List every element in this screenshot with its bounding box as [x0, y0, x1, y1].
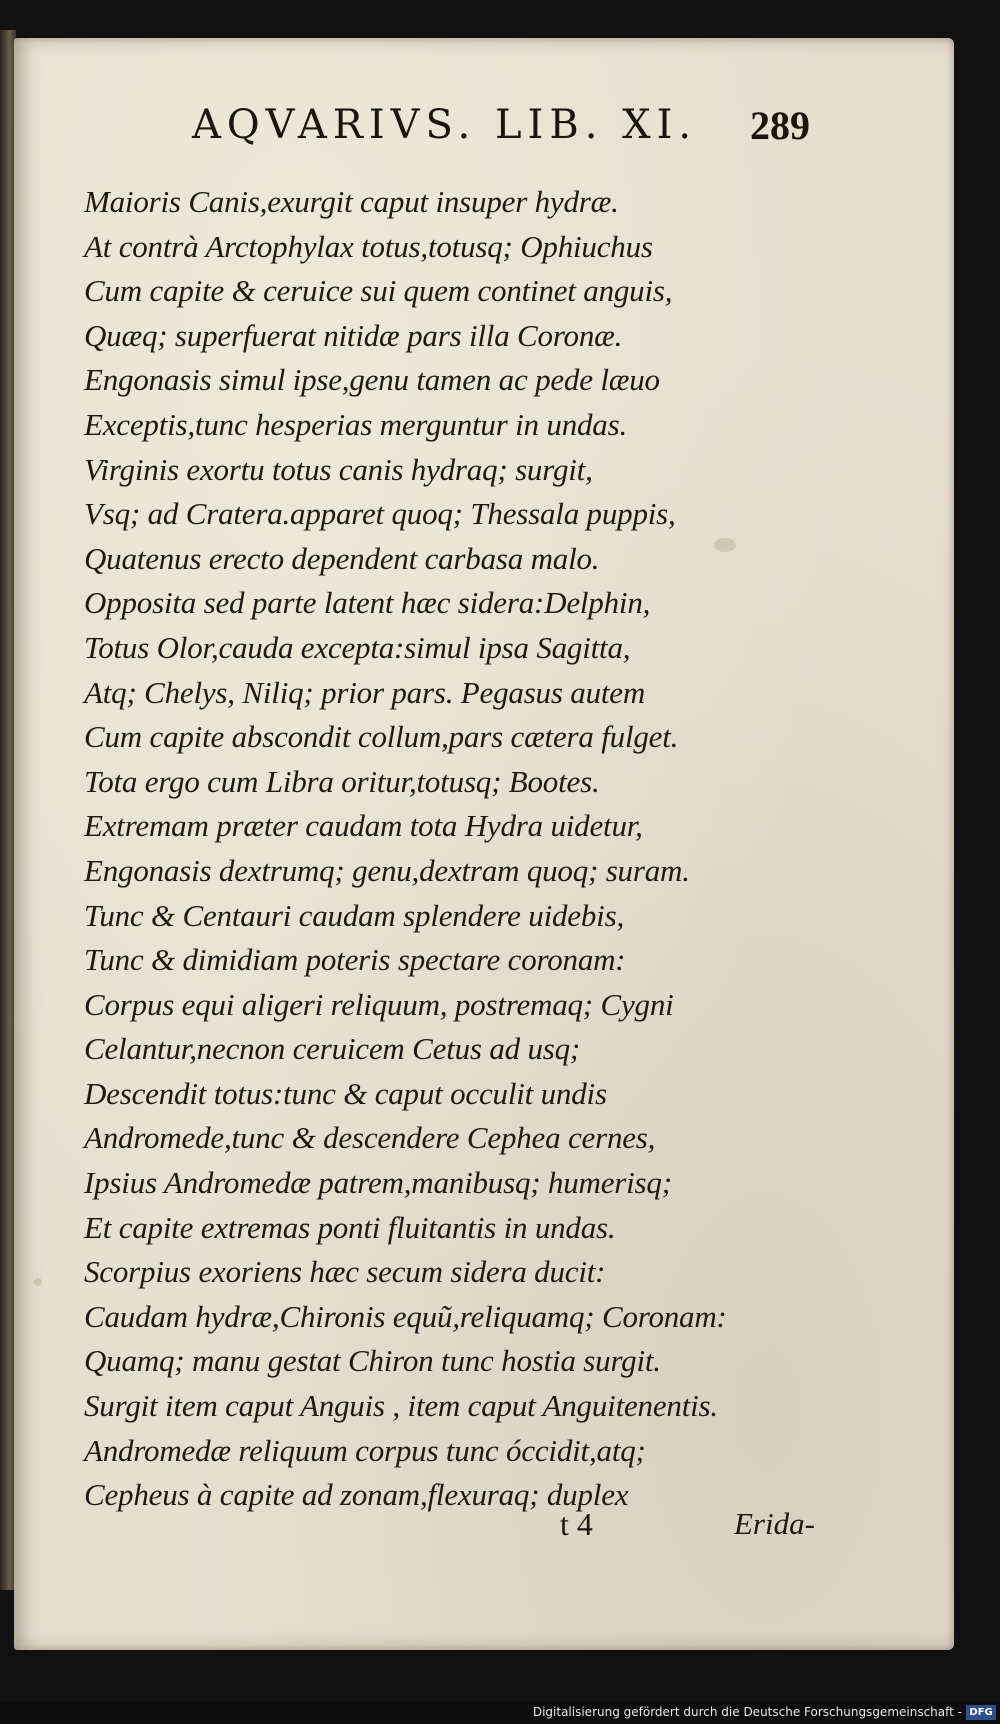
- verse-line: Opposita sed parte latent hæc sidera:Delphin,: [84, 585, 651, 621]
- verse-line: Caudam hydræ,Chironis equũ,reliquamq; Coronam:: [84, 1298, 727, 1334]
- page-footer: [14, 1506, 954, 1556]
- verse-line: Extremam præter caudam tota Hydra uidetur,: [84, 808, 643, 844]
- verse-line: Atq; Chelys, Niliq; prior pars. Pegasus autem: [84, 674, 646, 710]
- verse-line: Tunc & dimidiam poteris spectare coronam:: [84, 942, 626, 978]
- verse-line: Descendit totus:tunc & caput occulit undis: [84, 1075, 607, 1111]
- running-head: [14, 102, 954, 162]
- verse-line: Vsq; ad Cratera.apparet quoq; Thessala puppis,: [84, 496, 676, 532]
- credit-text: Digitalisierung gefördert durch die Deutsche Forschungsgemeinschaft -: [532, 1705, 962, 1719]
- verse-line: Celantur,necnon ceruicem Cetus ad usq;: [84, 1031, 581, 1067]
- verse-line: Corpus equi aligeri reliquum, postremaq; Cygni: [84, 986, 674, 1022]
- verse-line: Cum capite abscondit collum,pars cætera fulget.: [84, 719, 679, 755]
- book-page: [14, 38, 954, 1650]
- verse-line: Cum capite & ceruice sui quem continet anguis,: [84, 273, 673, 309]
- signature-mark: t 4: [560, 1506, 593, 1542]
- verse-line: Surgit item caput Anguis , item caput Anguitenentis.: [84, 1388, 718, 1424]
- verse-line: Et capite extremas ponti fluitantis in undas.: [84, 1209, 616, 1245]
- verse-line: Virginis exortu totus canis hydraq; surgit,: [84, 451, 593, 487]
- running-head-title: AQVARIVS. LIB. XI.: [192, 102, 698, 148]
- verse-line: Andromede,tunc & descendere Cephea cernes,: [84, 1120, 656, 1156]
- paper-stain: [34, 1278, 42, 1286]
- verse-line: Maioris Canis,exurgit caput insuper hydræ.: [84, 184, 619, 219]
- verse-line: Engonasis dextrumq; genu,dextram quoq; suram.: [84, 852, 690, 888]
- page-number: 289: [750, 103, 810, 148]
- verse-line: Scorpius exoriens hæc secum sidera ducit:: [84, 1254, 606, 1290]
- catchword: Erida-: [734, 1506, 815, 1541]
- verse-line: Ipsius Andromedæ patrem,manibusq; humerisq;: [84, 1165, 672, 1201]
- verse-line: Tunc & Centauri caudam splendere uidebis,: [84, 897, 624, 933]
- verse-line: Quatenus erecto dependent carbasa malo.: [84, 540, 600, 576]
- verse-line: At contrà Arctophylax totus,totusq; Ophiuchus: [84, 228, 653, 264]
- dfg-logo[interactable]: DFG: [966, 1705, 996, 1720]
- verse-line: Quæq; superfuerat nitidæ pars illa Coronæ.: [84, 317, 623, 353]
- verse-line: Andromedæ reliquum corpus tunc óccidit,atq;: [84, 1432, 646, 1468]
- verse-line: Totus Olor,cauda excepta:simul ipsa Sagitta,: [84, 629, 631, 665]
- verse-line: Cepheus à capite ad zonam,flexuraq; duplex: [84, 1477, 629, 1513]
- credit-bar: [0, 1702, 1000, 1724]
- verse-line: Tota ergo cum Libra oritur,totusq; Bootes.: [84, 763, 600, 799]
- verse-text: [84, 180, 884, 1518]
- verse-line: Exceptis,tunc hesperias merguntur in undas.: [84, 406, 628, 442]
- verse-line: Quamq; manu gestat Chiron tunc hostia surgit.: [84, 1343, 661, 1379]
- verse-line: Engonasis simul ipse,genu tamen ac pede læuo: [84, 362, 660, 398]
